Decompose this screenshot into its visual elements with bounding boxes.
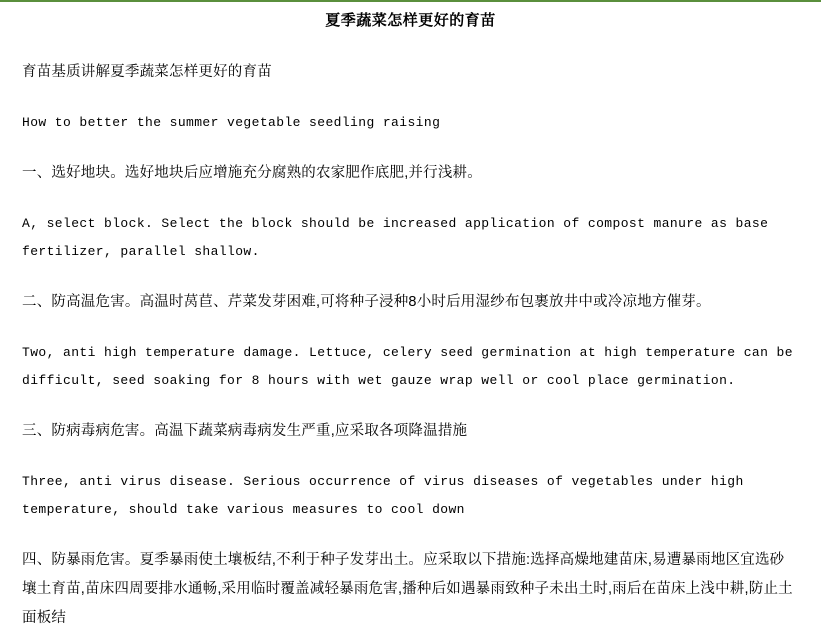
paragraph-cn-section-3: 三、防病毒病危害。高温下蔬菜病毒病发生严重,应采取各项降温措施: [22, 423, 468, 439]
paragraph-en-section-3: Three, anti virus disease. Serious occurrence of virus diseases of vegetables under high temperature, should take various measures to cool down: [22, 474, 744, 517]
paragraph-en-section-1: A, select block. Select the block should be increased application of compost manure as base fertilizer, parallel shallow.: [22, 216, 769, 259]
paragraph-cn-section-2: 二、防高温危害。高温时莴苣、芹菜发芽困难,可将种子浸种8小时后用湿纱布包裹放井中或冷凉地方催芽。: [22, 294, 711, 310]
paragraph-en-intro: How to better the summer vegetable seedling raising: [22, 115, 441, 130]
page-title: 夏季蔬菜怎样更好的育苗: [325, 12, 496, 29]
paragraph-cn-intro: 育苗基质讲解夏季蔬菜怎样更好的育苗: [22, 64, 272, 80]
document-body: [0, 2, 821, 633]
paragraph-cn-section-1: 一、选好地块。选好地块后应增施充分腐熟的农家肥作底肥,并行浅耕。: [22, 165, 482, 181]
paragraph-cn-section-4: 四、防暴雨危害。夏季暴雨使土壤板结,不利于种子发芽出土。应采取以下措施:选择高燥地建苗床,易遭暴雨地区宜选砂壤土育苗,苗床四周要排水通畅,采用临时覆盖减轻暴雨危害,播种后如遇暴雨致种子未出土时,雨后在苗床上浅中耕,防止土面板结: [22, 552, 793, 626]
paragraph-en-section-2: Two, anti high temperature damage. Lettuce, celery seed germination at high temperature can be difficult, seed soaking for 8 hours with wet gauze wrap well or cool place germination.: [22, 345, 793, 388]
